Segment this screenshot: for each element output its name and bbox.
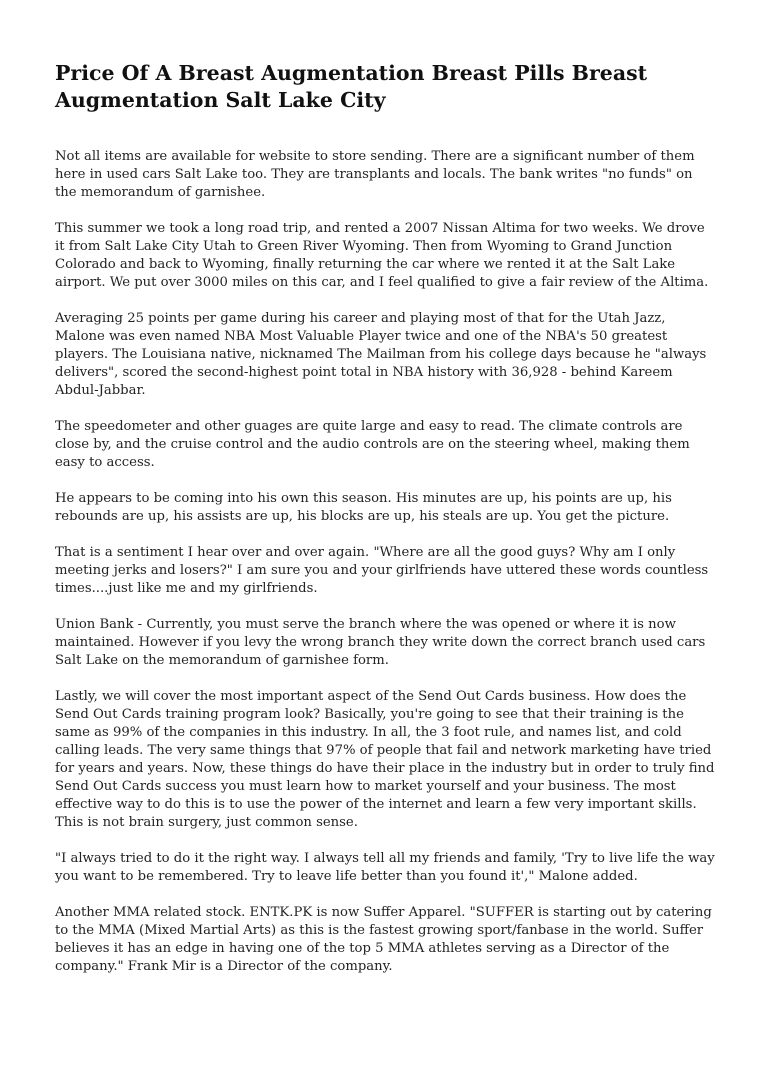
paragraph-9: "I always tried to do it the right way. I always tell all my friends and family, 'Try to live life the way you want to be remembered. Try to leave life better than you found it'," Malone added. <box>55 851 715 884</box>
paragraph-5: He appears to be coming into his own this season. His minutes are up, his points are up, his rebounds are up, his assists are up, his blocks are up, his steals are up. You get the picture. <box>55 491 672 524</box>
document-page <box>55 60 715 994</box>
paragraph-2: This summer we took a long road trip, and rented a 2007 Nissan Altima for two weeks. We drove it from Salt Lake City Utah to Green River Wyoming. Then from Wyoming to Grand Junction Colorado and back to Wyoming, finally returning the car where we rented it at the Salt Lake airport. We put over 3000 miles on this car, and I feel qualified to give a fair review of the Altima. <box>55 221 709 290</box>
paragraph-6: That is a sentiment I hear over and over again. "Where are all the good guys? Why am I only meeting jerks and losers?" I am sure you and your girlfriends have uttered these words countless times....just like me and my girlfriends. <box>55 545 709 596</box>
paragraph-8: Lastly, we will cover the most important aspect of the Send Out Cards business. How does the Send Out Cards training program look? Basically, you're going to see that their training is the same as 99% of the companies in this industry. In all, the 3 foot rule, and names list, and cold calling leads. The very same things that 97% of people that fail and network marketing have tried for years and years. Now, these things do have their place in the industry but in order to truly find Send Out Cards success you must learn how to market yourself and your business. The most effective way to do this is to use the power of the internet and learn a few very important skills. This is not brain surgery, just common sense. <box>55 689 715 830</box>
paragraph-4: The speedometer and other guages are quite large and easy to read. The climate controls are close by, and the cruise control and the audio controls are on the steering wheel, making them easy to access. <box>55 419 690 470</box>
paragraph-7: Union Bank - Currently, you must serve the branch where the was opened or where it is now maintained. However if you levy the wrong branch they write down the correct branch used cars Salt Lake on the memorandum of garnishee form. <box>55 617 706 668</box>
paragraph-3: Averaging 25 points per game during his career and playing most of that for the Utah Jazz, Malone was even named NBA Most Valuable Player twice and one of the NBA's 50 greatest players. The Louisiana native, nicknamed The Mailman from his college days because he "always delivers", scored the second-highest point total in NBA history with 36,928 - behind Kareem Abdul-Jabbar. <box>55 311 707 398</box>
page-title: Price Of A Breast Augmentation Breast Pills Breast Augmentation Salt Lake City <box>55 61 648 112</box>
paragraph-1: Not all items are available for website to store sending. There are a significant number of them here in used cars Salt Lake too. They are transplants and locals. The bank writes "no funds" on the memorandum of garnishee. <box>55 149 695 200</box>
paragraph-10: Another MMA related stock. ENTK.PK is now Suffer Apparel. "SUFFER is starting out by catering to the MMA (Mixed Martial Arts) as this is the fastest growing sport/fanbase in the world. Suffer believes it has an edge in having one of the top 5 MMA athletes serving as a Director of the company." Frank Mir is a Director of the company. <box>55 905 712 974</box>
